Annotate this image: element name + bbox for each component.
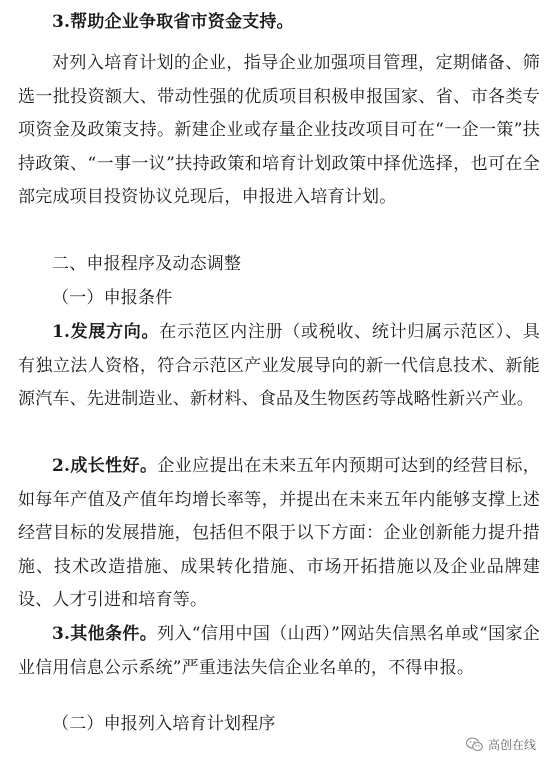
paragraph-development-direction <box>18 316 540 417</box>
paragraph-text: 列入“信用中国（山西）”网站失信黑名单或“国家企业信用信息公示系统”严重违法失信企业名单的，不得申报。 <box>18 624 540 678</box>
section-heading-funding-support <box>52 6 294 40</box>
paragraph-lead: 2.成长性好。 <box>52 456 158 476</box>
heading-text: 3.帮助企业争取省市资金支持。 <box>52 12 294 32</box>
paragraph-funding-support <box>18 47 540 215</box>
heading-text: 二、申报程序及动态调整 <box>52 254 242 274</box>
paragraph-growth-potential <box>18 450 540 618</box>
subsection-heading-training-plan-procedure <box>52 708 276 742</box>
paragraph-lead: 3.其他条件。 <box>52 624 158 644</box>
paragraph-text: 企业应提出在未来五年内预期可达到的经营目标，如每年产值及产值年均增长率等，并提出在未来五年内能够支撑上述经营目标的发展措施，包括但不限于以下方面：企业创新能力提升措施、技术改造措施、成果转化措施、市场开拓措施以及企业品牌建设、人才引进和培育等。 <box>18 456 540 610</box>
subsection-heading-application-conditions <box>52 282 172 316</box>
heading-text: （二）申报列入培育计划程序 <box>52 714 276 734</box>
paragraph-other-conditions <box>18 618 540 685</box>
heading-text: （一）申报条件 <box>52 288 173 308</box>
source-watermark <box>466 736 536 753</box>
watermark-text: 高创在线 <box>488 738 537 752</box>
paragraph-lead: 1.发展方向。 <box>52 322 160 342</box>
wechat-icon <box>466 737 483 752</box>
paragraph-text: 在示范区内注册（或税收、统计归属示范区）、具有独立法人资格，符合示范区产业发展导向的新一代信息技术、新能源汽车、先进制造业、新材料、食品及生物医药等战略性新兴产业。 <box>18 322 540 409</box>
paragraph-text: 对列入培育计划的企业，指导企业加强项目管理，定期储备、筛选一批投资额大、带动性强的优质项目积极申报国家、省、市各类专项资金及政策支持。新建企业或存量企业技改项目可在“一企一策”扶持政策、“一事一议”扶持政策和培育计划政策中择优选择，也可在全部完成项目投资协议兑现后，申报进入培育计划。 <box>18 53 540 207</box>
section-heading-application-procedure <box>52 248 241 282</box>
